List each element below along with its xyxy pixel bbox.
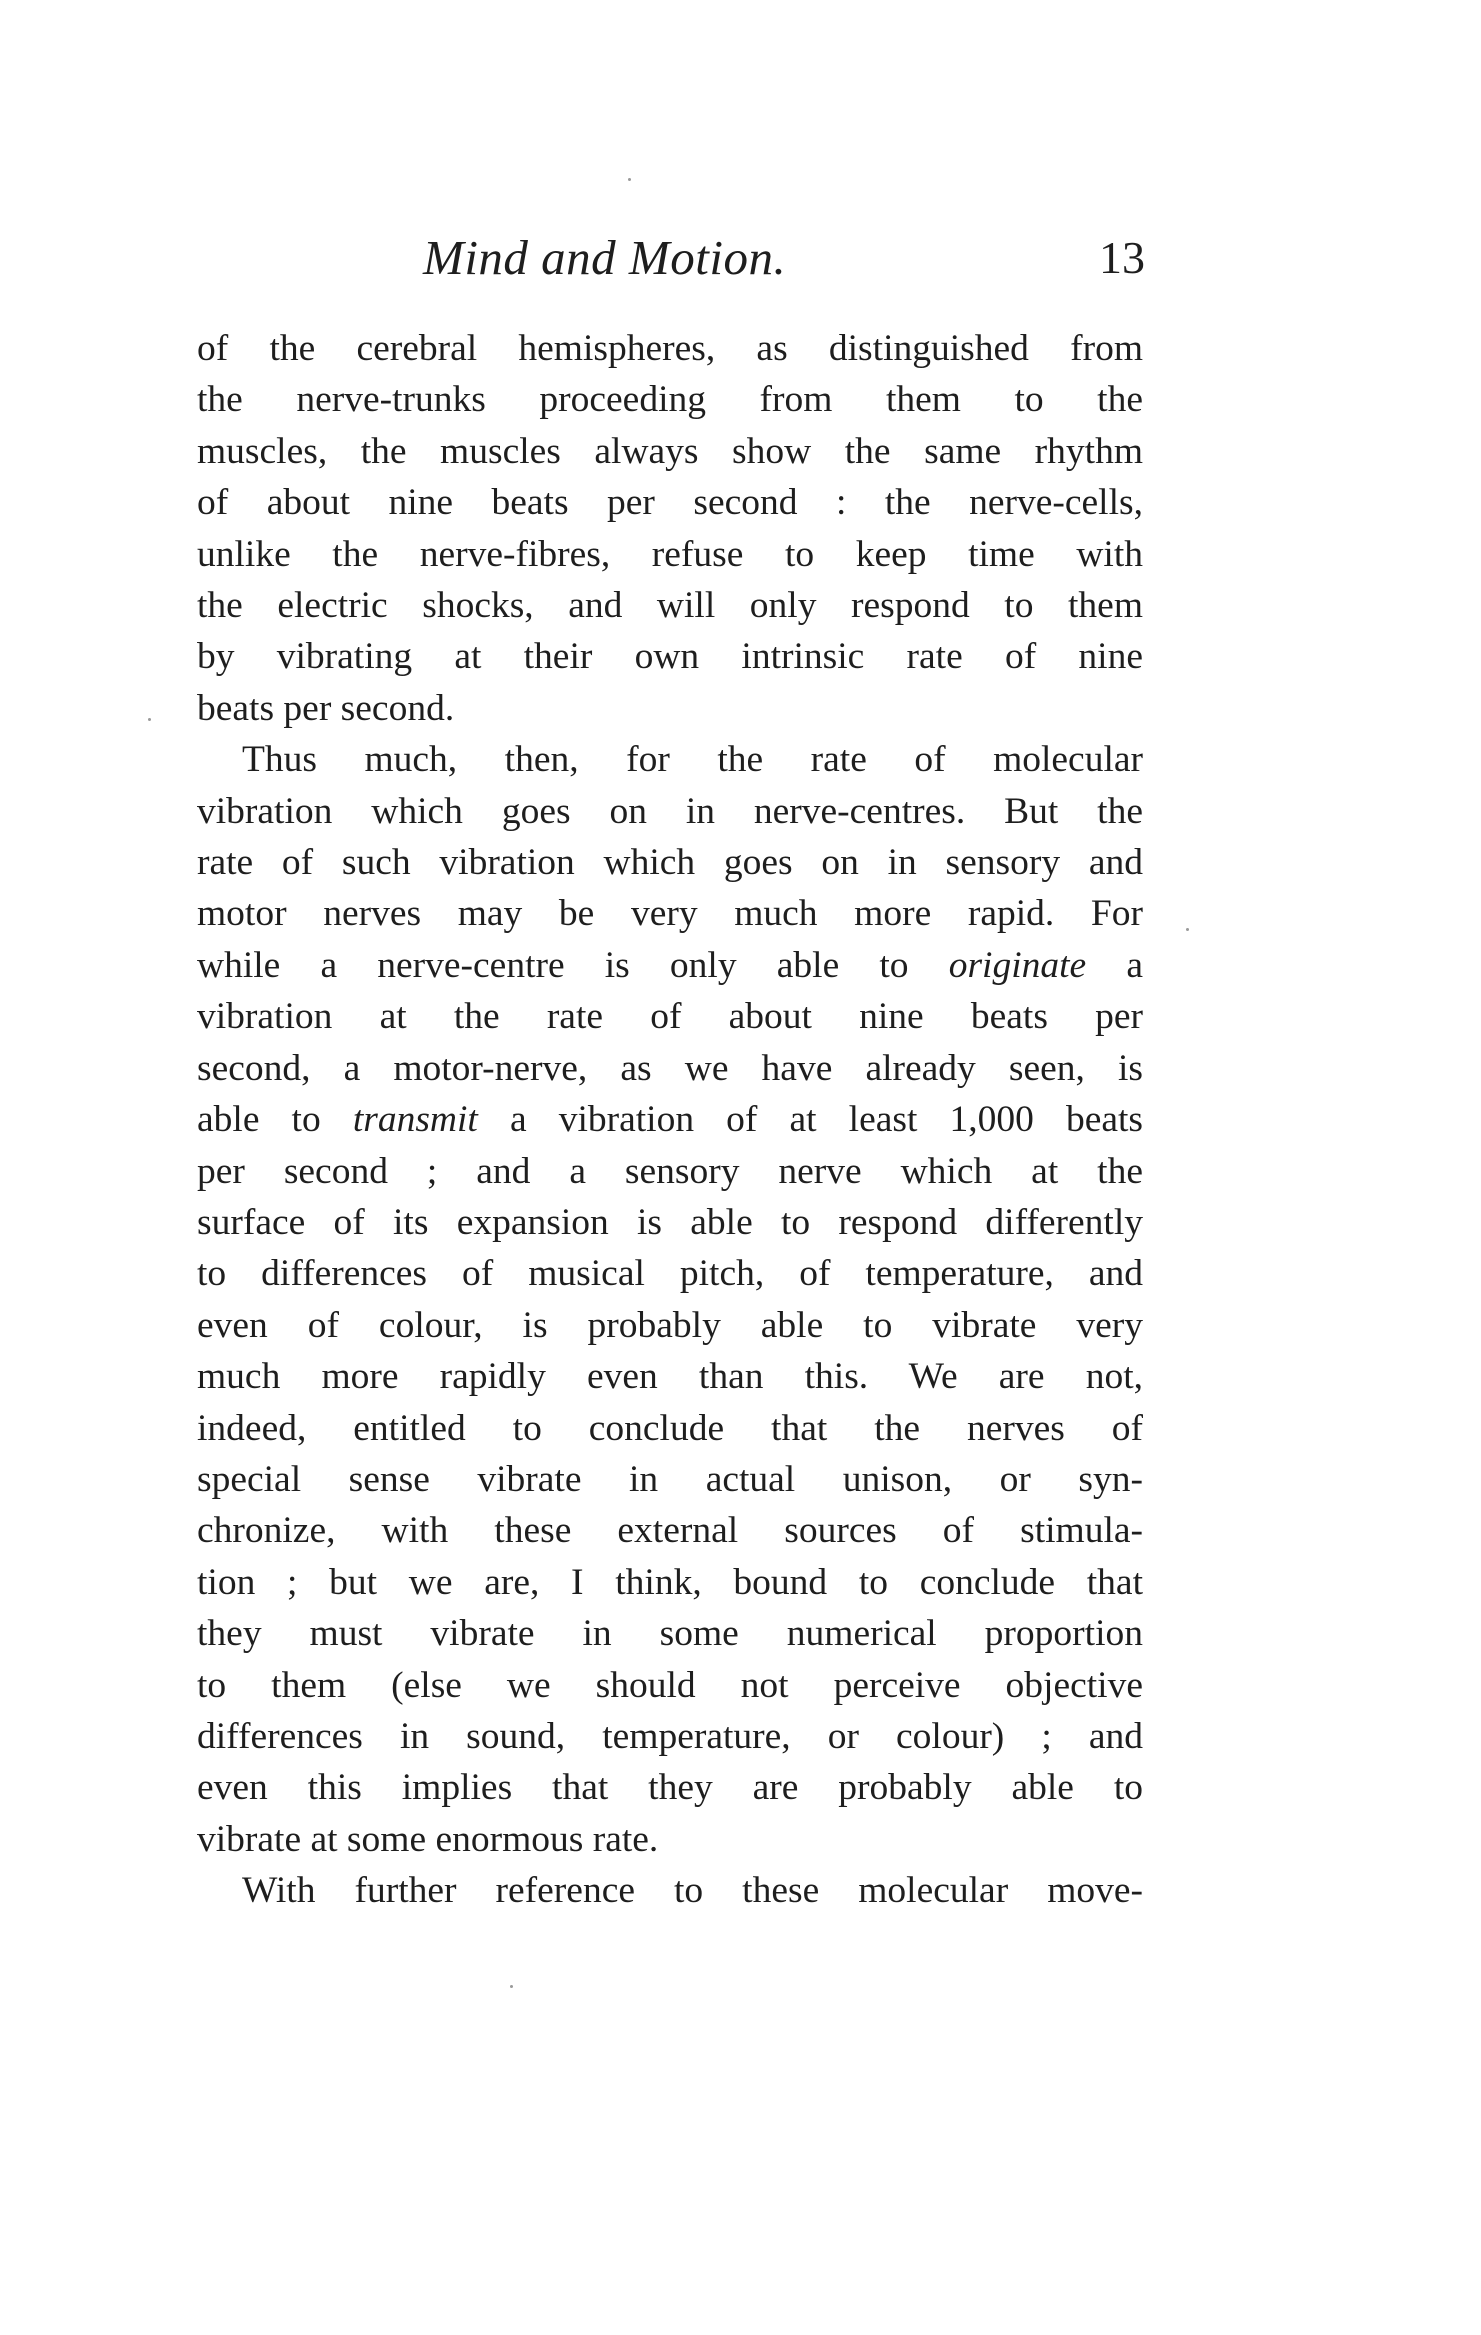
text-line: special sense vibrate in actual unison, or syn- [197, 1458, 1143, 1500]
text-line: while a nerve-centre is only able to originate a [197, 944, 1143, 986]
text-line: even this implies that they are probably able to [197, 1767, 1143, 1809]
text-line: tion ; but we are, I think, bound to conclude that [197, 1561, 1143, 1603]
text-line: Thus much, then, for the rate of molecular [242, 739, 1143, 781]
text-line: unlike the nerve-fibres, refuse to keep time with [197, 533, 1143, 575]
text-line: With further reference to these molecular move- [242, 1870, 1143, 1912]
text-line: per second ; and a sensory nerve which at the [197, 1150, 1143, 1192]
text-line: vibrate at some enormous rate. [197, 1818, 659, 1860]
text-line: they must vibrate in some numerical proportion [197, 1613, 1143, 1655]
text-line: beats per second. [197, 687, 455, 729]
text-line: chronize, with these external sources of stimula- [197, 1510, 1143, 1552]
text-line: by vibrating at their own intrinsic rate of nine [197, 636, 1143, 678]
text-line: of about nine beats per second : the nerve-cells, [197, 482, 1143, 524]
text-line: of the cerebral hemispheres, as distinguished from [197, 328, 1143, 369]
text-line: surface of its expansion is able to respond differently [197, 1201, 1143, 1243]
text-line: to differences of musical pitch, of temperature, and [197, 1253, 1143, 1295]
text-line: second, a motor-nerve, as we have already seen, is [197, 1047, 1143, 1089]
text-line: much more rapidly even than this. We are not, [197, 1356, 1143, 1398]
running-title: Mind and Motion. [423, 230, 787, 285]
print-speck [628, 178, 631, 181]
text-line: rate of such vibration which goes on in sensory and [197, 842, 1143, 884]
page-header [195, 228, 1145, 288]
text-line: muscles, the muscles always show the same rhythm [197, 430, 1143, 472]
body-text [197, 323, 1143, 1917]
print-speck [510, 1985, 513, 1988]
text-line: to them (else we should not perceive objective [197, 1664, 1143, 1706]
text-line: even of colour, is probably able to vibrate very [197, 1304, 1143, 1346]
text-line: vibration which goes on in nerve-centres. But the [197, 790, 1143, 832]
text-line: the electric shocks, and will only respond to them [197, 585, 1143, 627]
text-line: differences in sound, temperature, or colour) ; and [197, 1715, 1143, 1757]
text-line: the nerve-trunks proceeding from them to the [197, 379, 1143, 421]
print-speck [1186, 928, 1189, 931]
text-line: vibration at the rate of about nine beats per [197, 996, 1143, 1038]
page-number: 13 [1099, 232, 1145, 283]
print-speck [148, 718, 151, 721]
text-line: indeed, entitled to conclude that the nerves of [197, 1407, 1143, 1449]
text-line: able to transmit a vibration of at least 1,000 beats [197, 1099, 1143, 1141]
text-line: motor nerves may be very much more rapid. For [197, 893, 1143, 935]
